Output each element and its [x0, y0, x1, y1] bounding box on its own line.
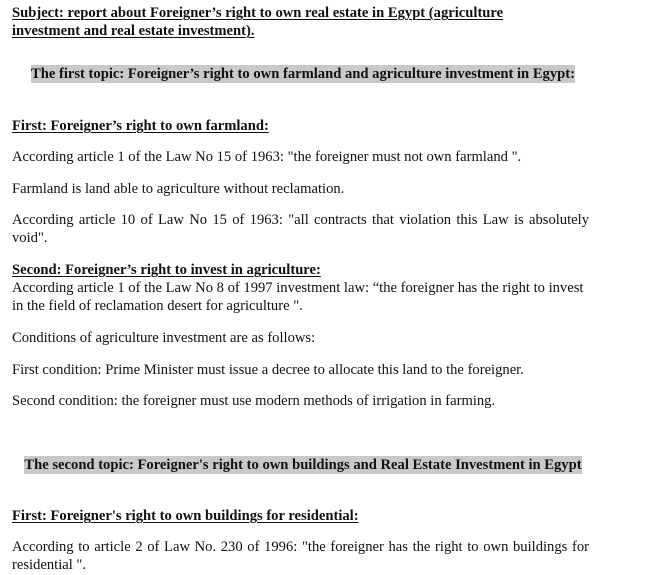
paragraph: According to article 2 of Law No. 230 of 1996: "the foreigner has the right to own buildings for residential ".	[12, 539, 589, 573]
paragraph: According article 1 of the Law No 8 of 1997 investment law: “the foreigner has the right to invest in the field of reclamation desert for agriculture ".	[12, 280, 584, 314]
paragraph: Second condition: the foreigner must use modern methods of irrigation in farming.	[12, 393, 496, 409]
topic-2-section-1-heading: First: Foreigner's right to own buildings for residential:	[12, 508, 359, 524]
paragraph: First condition: Prime Minister must issue a decree to allocate this land to the foreigner.	[12, 362, 524, 378]
paragraph: According article 10 of Law No 15 of 1963: "all contracts that violation this Law is absolutely void".	[12, 212, 589, 246]
paragraph: Conditions of agriculture investment are as follows:	[12, 330, 316, 346]
topic-2-title-text: The second topic: Foreigner's right to own buildings and Real Estate Investment in Egypt	[24, 457, 582, 473]
paragraph: According article 1 of the Law No 15 of 1963: "the foreigner must not own farmland ".	[12, 149, 522, 165]
topic-2-title	[14, 455, 592, 475]
topic-1-title-text: The first topic: Foreigner’s right to own farmland and agriculture investment in Egypt:	[31, 66, 575, 82]
topic-1-section-2-heading: Second: Foreigner’s right to invest in agriculture:	[12, 262, 321, 278]
topic-1-title	[20, 64, 586, 84]
document-subject: Subject: report about Foreigner’s right to own real estate in Egypt (agriculture investment and real estate investment).	[12, 5, 504, 39]
topic-1-section-1-heading: First: Foreigner’s right to own farmland:	[12, 118, 269, 134]
paragraph: Farmland is land able to agriculture without reclamation.	[12, 181, 345, 197]
